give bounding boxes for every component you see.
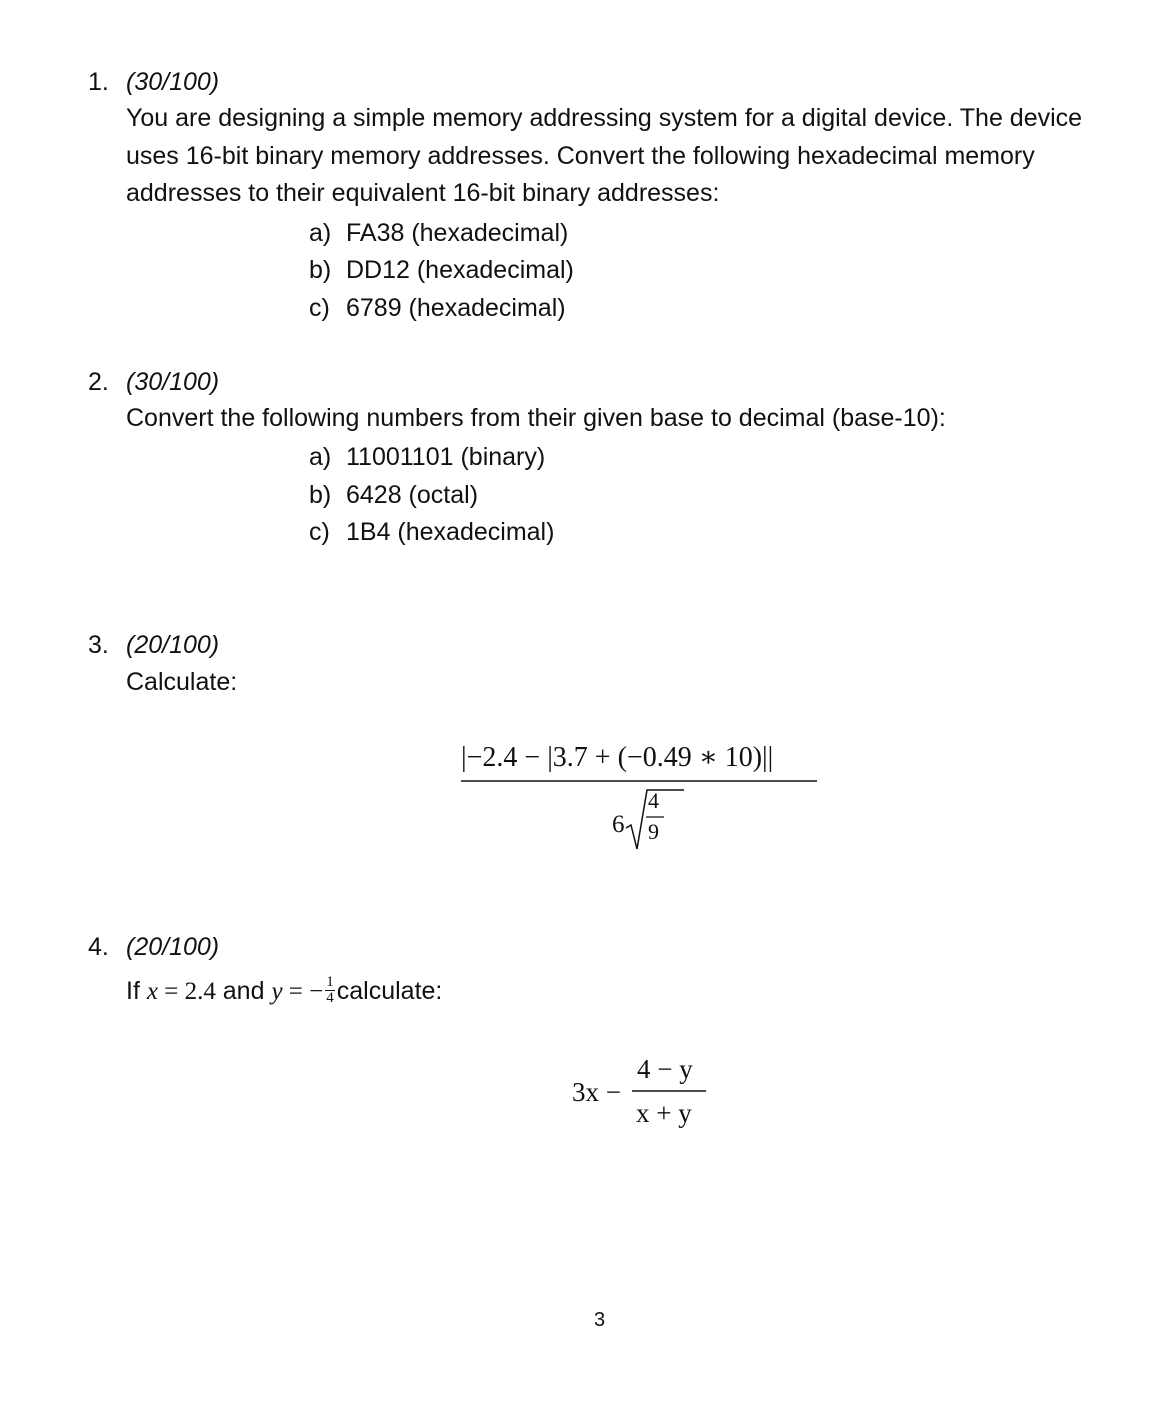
question-number: 4. (88, 933, 109, 961)
question-number: 3. (88, 631, 109, 659)
equation-frac-denominator: x + y (636, 1098, 692, 1128)
question-text: Calculate: (126, 668, 238, 696)
y-variable: y (271, 978, 283, 1005)
and-text: and (215, 977, 272, 1005)
item-text: DD12 (hexadecimal) (346, 256, 574, 284)
item-text: 6428 (octal) (346, 481, 479, 509)
item-label: c) (309, 518, 330, 546)
radicand-denominator: 9 (648, 819, 659, 844)
question-points: (20/100) (126, 631, 220, 659)
question-points: (20/100) (126, 933, 220, 961)
question-number: 1. (88, 68, 109, 96)
radical-coefficient: 6 (612, 811, 625, 838)
item-text: FA38 (hexadecimal) (346, 219, 569, 247)
question-text: You are designing a simple memory addressing system for a digital device. The device uses 16-bit binary memory addresses. Convert the following hexadecimal memory addresses to their equivalent 16-bit binary addresses: (126, 104, 1083, 207)
question-points: (30/100) (126, 368, 220, 396)
question-number: 2. (88, 368, 109, 396)
y-fraction-denominator: 4 (326, 989, 334, 1006)
item-label: b) (309, 481, 332, 509)
item-label: a) (309, 219, 332, 247)
item-label: c) (309, 294, 330, 322)
item-label: b) (309, 256, 332, 284)
item-text: 6789 (hexadecimal) (346, 294, 566, 322)
x-value: = 2.4 (157, 978, 216, 1005)
question-points: (30/100) (126, 68, 220, 96)
item-text: 1B4 (hexadecimal) (346, 518, 555, 546)
equation-frac-numerator: 4 − y (637, 1054, 693, 1084)
page-number: 3 (594, 1309, 606, 1331)
item-text: 11001101 (binary) (346, 443, 546, 471)
radicand-numerator: 4 (648, 788, 659, 813)
x-variable: x (146, 978, 158, 1005)
text-prefix: If (126, 977, 140, 1005)
text-suffix: calculate: (336, 977, 443, 1005)
question-text: Convert the following numbers from their given base to decimal (base-10): (126, 404, 946, 432)
equation-lead: 3x − (572, 1077, 621, 1107)
equation-numerator: |−2.4 − |3.7 + (−0.49 ∗ 10)|| (461, 742, 774, 773)
y-value: = − (282, 978, 324, 1005)
y-fraction-numerator: 1 (326, 973, 334, 990)
item-label: a) (309, 443, 332, 471)
